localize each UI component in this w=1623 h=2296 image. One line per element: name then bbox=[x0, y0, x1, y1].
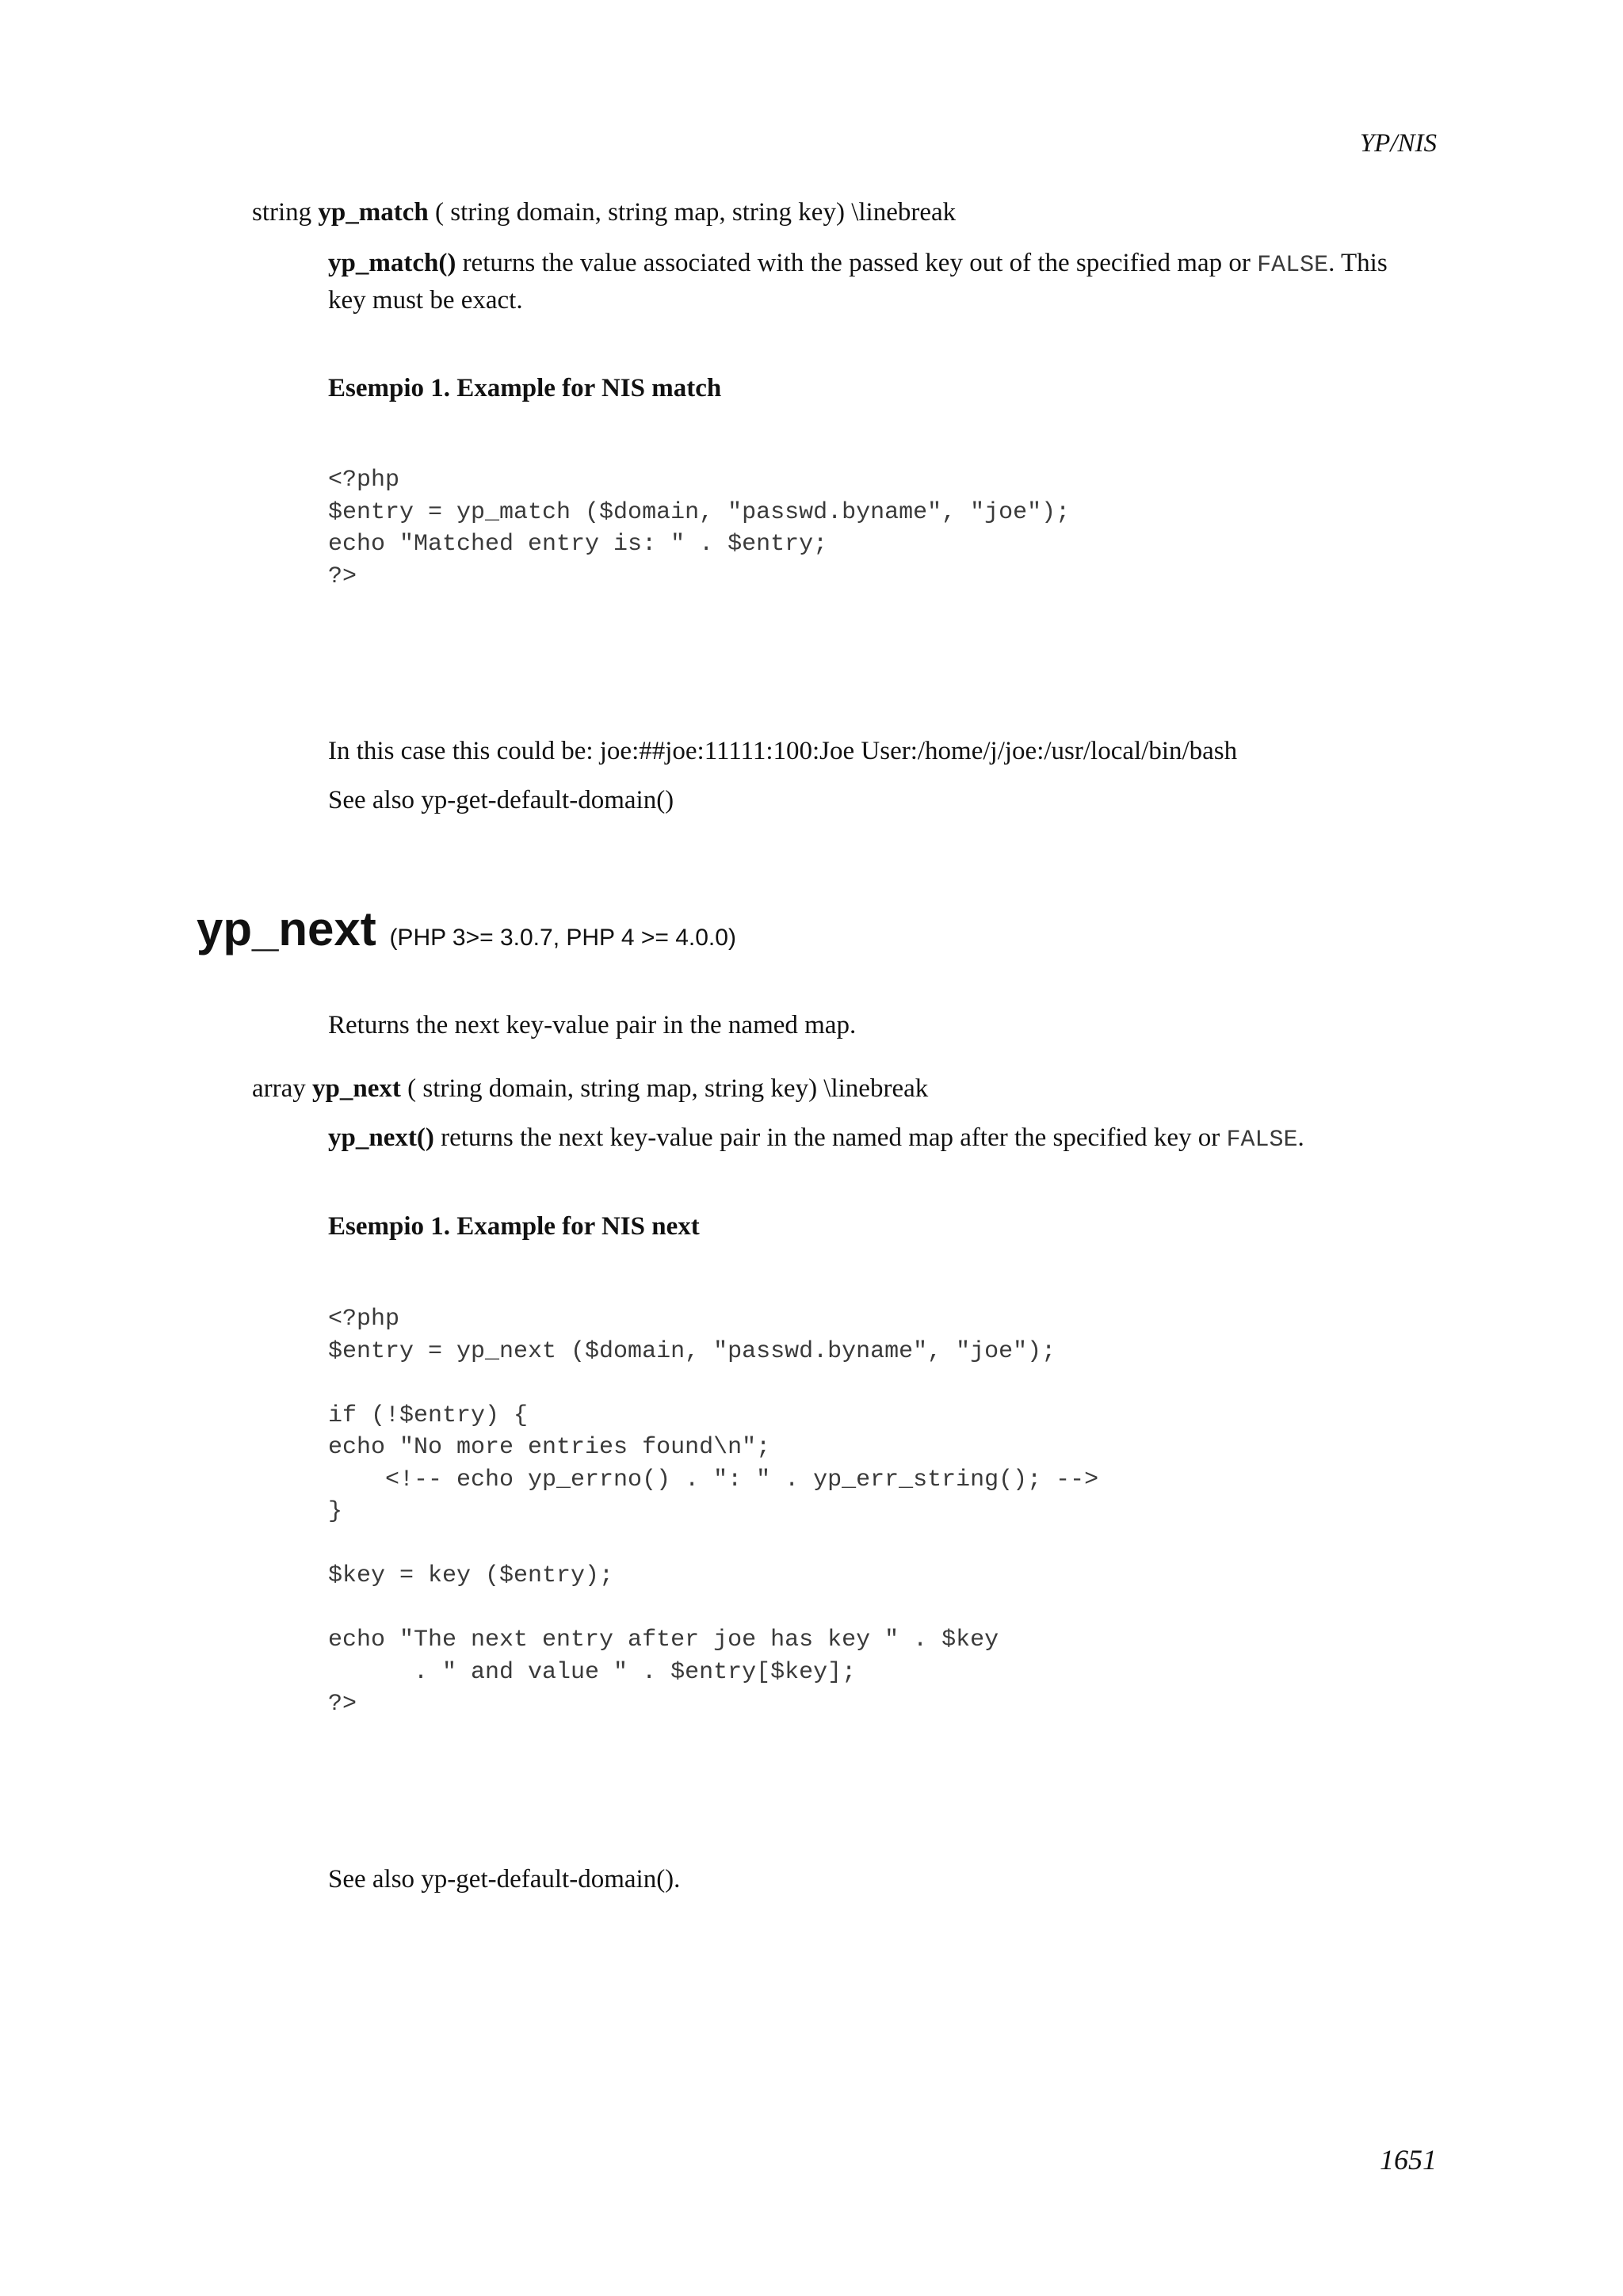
function-name: yp_match bbox=[318, 198, 429, 227]
yp-next-signature bbox=[252, 1071, 928, 1106]
function-ref: yp_next() bbox=[328, 1123, 434, 1152]
false-constant: FALSE bbox=[1257, 252, 1329, 279]
example-title: Esempio 1. Example for NIS match bbox=[328, 374, 722, 402]
code-block: <?php $entry = yp_match ($domain, "passwd.byname", "joe"); echo "Matched entry is: " . $entry; ?> bbox=[328, 467, 1071, 590]
function-summary: Returns the next key-value pair in the named map. bbox=[328, 1011, 857, 1039]
return-type: array bbox=[252, 1074, 306, 1103]
running-header: YP/NIS bbox=[1359, 129, 1437, 158]
see-also: See also yp-get-default-domain(). bbox=[328, 1865, 681, 1894]
return-type: string bbox=[252, 198, 312, 227]
function-ref: yp_match() bbox=[328, 249, 456, 277]
version-info: (PHP 3>= 3.0.7, PHP 4 >= 4.0.0) bbox=[389, 925, 736, 951]
yp-match-signature bbox=[252, 195, 956, 230]
code-block: <?php $entry = yp_next ($domain, "passwd.byname", "joe"); if (!$entry) { echo "No more entries found\n"; <!-- echo yp_errno() . ": " . yp_err_string(); --> } $key = key ($entry); echo "The next entry after joe has key " . $key . " and value " . $entry[$key]; ?> bbox=[328, 1306, 1099, 1718]
function-title: yp_next bbox=[197, 902, 376, 955]
example-title: Esempio 1. Example for NIS next bbox=[328, 1212, 700, 1241]
page-number: 1651 bbox=[1380, 2144, 1437, 2176]
example-note: In this case this could be: joe:##joe:11111:100:Joe User:/home/j/joe:/usr/local/bin/bash bbox=[328, 737, 1238, 765]
function-name: yp_next bbox=[312, 1074, 401, 1103]
params: ( string domain, string map, string key) \linebreak bbox=[435, 198, 957, 227]
see-also: See also yp-get-default-domain() bbox=[328, 786, 674, 814]
yp-next-description: yp_next() returns the next key-value pair in the named map after the specified key or FALSE. bbox=[328, 1123, 1304, 1154]
params: ( string domain, string map, string key) \linebreak bbox=[407, 1074, 929, 1103]
section-heading bbox=[197, 902, 736, 966]
yp-match-description: yp_match() returns the value associated with the passed key out of the specified map or FALSE. This key must be exact. bbox=[328, 249, 1388, 315]
false-constant: FALSE bbox=[1226, 1127, 1298, 1154]
